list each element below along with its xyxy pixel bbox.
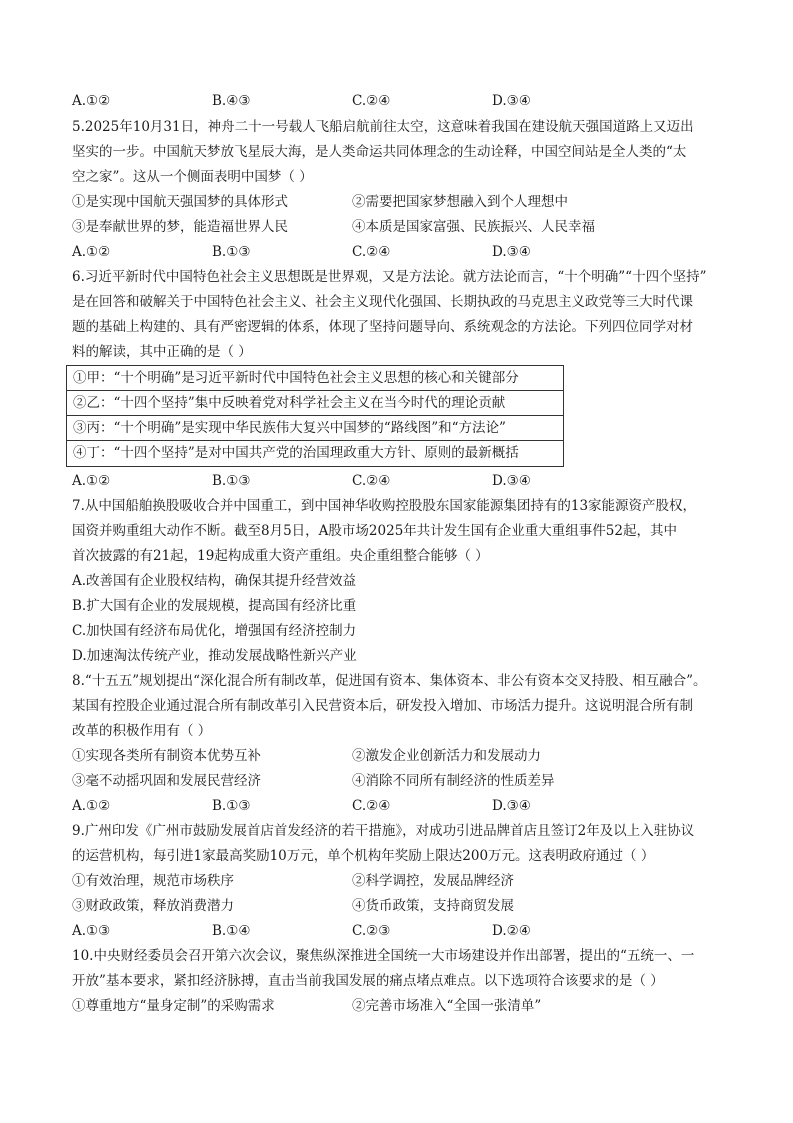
q9-item-4: ④货币政策，支持商贸发展 <box>352 898 514 914</box>
q5-stem-line: 空之家”。这从一个侧面表明中国梦（ ） <box>72 169 313 185</box>
q6-stem-line: 题的基础上构建的、具有严密逻辑的体系，体现了坚持问题导向、系统观念的方法论。下列四位同学对材 <box>72 319 693 335</box>
q9-option-d: D.②④ <box>492 923 531 939</box>
q8-stem-line: 8.“十五五”规划提出“深化混合所有制改革，促进国有资本、集体资本、非公有资本交叉持股、相互融合”。 <box>72 673 707 689</box>
q4-option-b: B.④③ <box>212 93 251 109</box>
q6-statements-table <box>66 365 564 467</box>
q6-option-c: C.②④ <box>352 473 391 489</box>
q5-option-b: B.①③ <box>212 244 251 260</box>
q8-item-1: ①实现各类所有制资本优势互补 <box>72 748 261 764</box>
q5-item-1: ①是实现中国航天强国梦的具体形式 <box>72 194 288 210</box>
q8-option-c: C.②④ <box>352 798 391 814</box>
q10-stem-line: 10.中央财经委员会召开第六次会议，聚焦纵深推进全国统一大市场建设并作出部署，提出的“五统一、一 <box>72 948 695 964</box>
q9-item-3: ③财政政策，释放消费潜力 <box>72 898 234 914</box>
q8-stem-line: 改革的积极作用有（ ） <box>72 723 212 739</box>
q9-stem-line: 9.广州印发《广州市鼓励发展首店首发经济的若干措施》，对成功引进品牌首店且签订2年及以上入驻协议 <box>72 823 695 839</box>
q5-option-a: A.①② <box>72 244 111 260</box>
q4-option-a: A.①② <box>72 93 111 109</box>
q6-option-d: D.③④ <box>492 473 531 489</box>
q6-statement-3: ③丙：“十个明确”是实现中华民族伟大复兴中国梦的“路线图”和“方法论” <box>67 416 563 441</box>
q5-item-3: ③是奉献世界的梦，能造福世界人民 <box>72 219 288 235</box>
q8-item-4: ④消除不同所有制经济的性质差异 <box>352 773 555 789</box>
q6-option-a: A.①② <box>72 473 111 489</box>
q9-stem-line: 的运营机构，每引进1家最高奖励10万元，单个机构年奖励上限达200万元。这表明政府通过（ ） <box>72 848 655 864</box>
q7-stem-line: 国资并购重组大动作不断。截至8月5日，A股市场2025年共计发生国有企业重大重组事件52起，其中 <box>72 523 677 539</box>
q7-stem-line: 首次披露的有21起，19起构成重大资产重组。央企重组整合能够（ ） <box>72 548 489 564</box>
q8-stem-line: 某国有控股企业通过混合所有制改革引入民营资本后，研发投入增加、市场活力提升。这说明混合所有制 <box>72 698 693 714</box>
q9-item-2: ②科学调控，发展品牌经济 <box>352 873 514 889</box>
q10-item-1: ①尊重地方“量身定制”的采购需求 <box>72 998 275 1014</box>
q4-option-d: D.③④ <box>492 93 531 109</box>
q8-option-d: D.③④ <box>492 798 531 814</box>
q6-stem-line: 是在回答和破解关于中国特色社会主义、社会主义现代化强国、长期执政的马克思主义政党等三大时代课 <box>72 294 693 310</box>
q7-choice-c: C.加快国有经济布局优化，增强国有经济控制力 <box>72 623 357 639</box>
q10-item-2: ②完善市场准入“全国一张清单” <box>352 998 542 1014</box>
q7-choice-d: D.加速淘汰传统产业，推动发展战略性新兴产业 <box>72 648 357 664</box>
q9-option-a: A.①③ <box>72 923 111 939</box>
q6-stem-line: 料的解读，其中正确的是（ ） <box>72 344 252 360</box>
q6-statement-4: ④丁：“十四个坚持”是对中国共产党的治国理政重大方针、原则的最新概括 <box>73 445 519 461</box>
q5-item-2: ②需要把国家梦想融入到个人理想中 <box>352 194 568 210</box>
q8-option-a: A.①② <box>72 798 111 814</box>
q5-stem-line: 5.2025年10月31日，神舟二十一号载人飞船启航前往太空，这意味着我国在建设航天强国道路上又迈出 <box>72 119 694 135</box>
q7-stem-line: 7.从中国船舶换股吸收合并中国重工，到中国神华收购控股股东国家能源集团持有的13家能源资产股权， <box>72 498 697 514</box>
q8-item-3: ③毫不动摇巩固和发展民营经济 <box>72 773 261 789</box>
q7-choice-a: A.改善国有企业股权结构，确保其提升经营效益 <box>72 573 357 589</box>
q10-stem-line: 开放”基本要求，紧扣经济脉搏，直击当前我国发展的痛点堵点难点。以下选项符合该要求的是（ ） <box>72 973 664 989</box>
q5-option-d: D.③④ <box>492 244 531 260</box>
q6-option-b: B.①③ <box>212 473 251 489</box>
q4-option-c: C.②④ <box>352 93 391 109</box>
q5-stem-line: 坚实的一步。中国航天梦放飞星辰大海，是人类命运共同体理念的生动诠释，中国空间站是全人类的“太 <box>72 144 687 160</box>
q8-item-2: ②激发企业创新活力和发展动力 <box>352 748 541 764</box>
q6-statement-2: ②乙：“十四个坚持”集中反映着党对科学社会主义在当今时代的理论贡献 <box>67 391 563 416</box>
q8-option-b: B.①③ <box>212 798 251 814</box>
q9-option-c: C.②③ <box>352 923 391 939</box>
q9-item-1: ①有效治理，规范市场秩序 <box>72 873 234 889</box>
q5-option-c: C.②④ <box>352 244 391 260</box>
q9-option-b: B.①④ <box>212 923 251 939</box>
q6-statement-1: ①甲：“十个明确”是习近平新时代中国特色社会主义思想的核心和关键部分 <box>67 366 563 391</box>
q6-stem-line: 6.习近平新时代中国特色社会主义思想既是世界观，又是方法论。就方法论而言，“十个明确”“十四个坚持” <box>72 269 707 285</box>
q5-item-4: ④本质是国家富强、民族振兴、人民幸福 <box>352 219 595 235</box>
q7-choice-b: B.扩大国有企业的发展规模，提高国有经济比重 <box>72 598 357 614</box>
